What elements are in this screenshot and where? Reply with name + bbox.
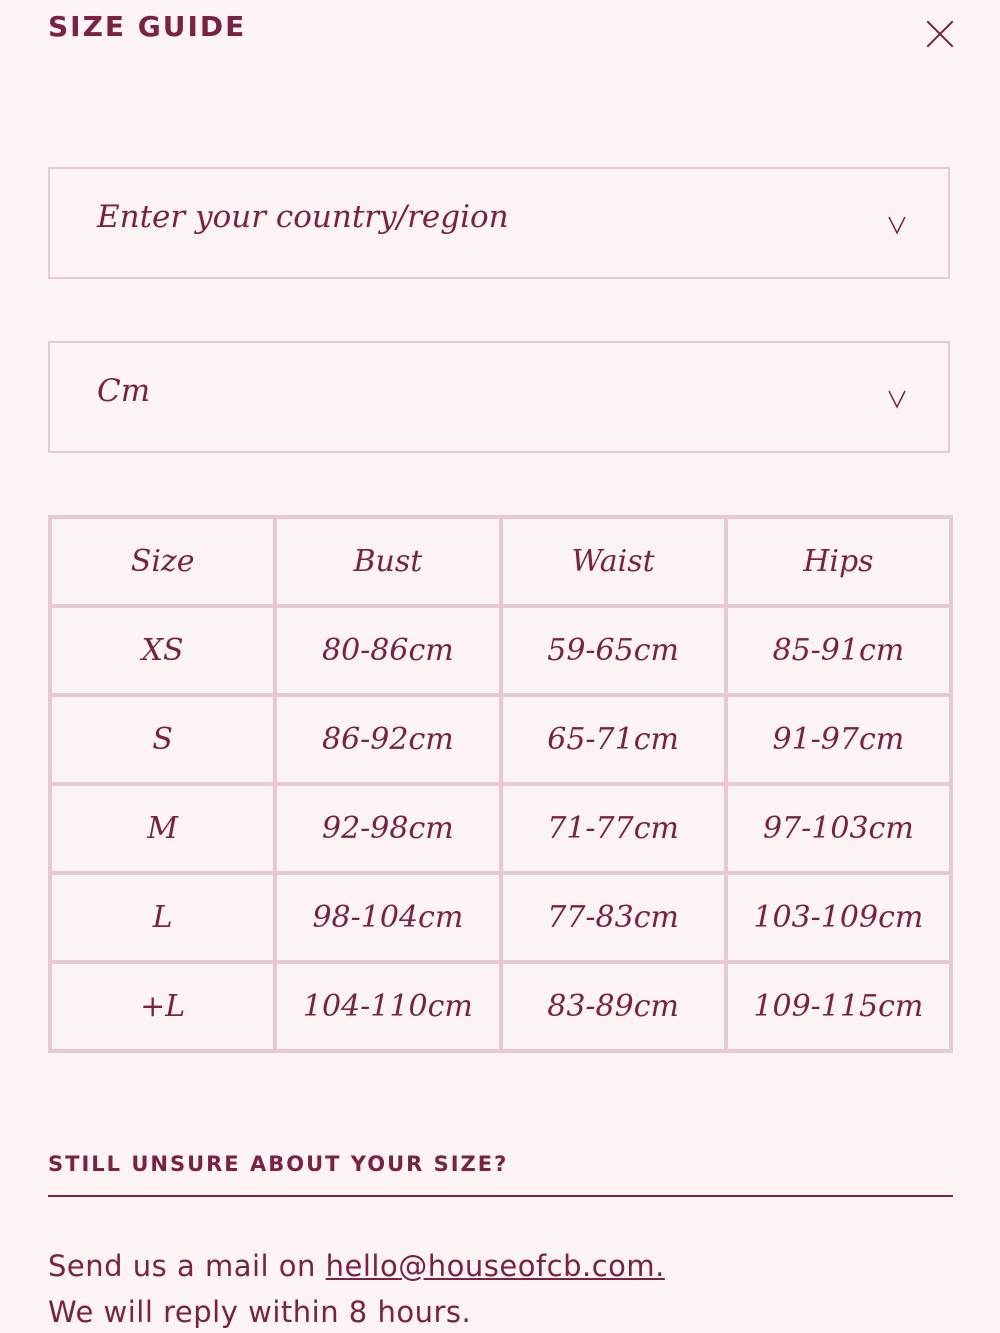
waist-cell: 59-65cm	[501, 606, 726, 695]
header-bust: Bust	[275, 517, 500, 606]
table-row	[50, 873, 951, 962]
bust-cell: 80-86cm	[275, 606, 500, 695]
page-title: SIZE GUIDE	[48, 10, 247, 43]
help-text-line-1	[48, 1249, 665, 1283]
table-header-row	[50, 517, 951, 606]
unit-select-value: Cm	[97, 373, 151, 409]
size-cell: XS	[50, 606, 275, 695]
size-cell: L	[50, 873, 275, 962]
country-region-select[interactable]	[48, 167, 950, 279]
hips-cell: 103-109cm	[726, 873, 951, 962]
header-waist: Waist	[501, 517, 726, 606]
hips-cell: 91-97cm	[726, 695, 951, 784]
waist-cell: 71-77cm	[501, 784, 726, 873]
close-icon[interactable]	[922, 16, 958, 52]
size-cell: +L	[50, 962, 275, 1051]
bust-cell: 98-104cm	[275, 873, 500, 962]
help-text-line-2: We will reply within 8 hours.	[48, 1295, 472, 1329]
waist-cell: 65-71cm	[501, 695, 726, 784]
table-row	[50, 695, 951, 784]
table-row	[50, 784, 951, 873]
size-cell: S	[50, 695, 275, 784]
hips-cell: 85-91cm	[726, 606, 951, 695]
hips-cell: 109-115cm	[726, 962, 951, 1051]
unit-select[interactable]	[48, 341, 950, 453]
divider	[48, 1195, 953, 1197]
waist-cell: 83-89cm	[501, 962, 726, 1051]
size-chart-table	[48, 515, 953, 1053]
bust-cell: 104-110cm	[275, 962, 500, 1051]
help-text-prefix: Send us a mail on	[48, 1249, 326, 1283]
country-region-placeholder: Enter your country/region	[97, 199, 509, 235]
table-row	[50, 606, 951, 695]
help-heading: STILL UNSURE ABOUT YOUR SIZE?	[48, 1152, 509, 1176]
waist-cell: 77-83cm	[501, 873, 726, 962]
hips-cell: 97-103cm	[726, 784, 951, 873]
email-link[interactable]: hello@houseofcb.com.	[325, 1249, 665, 1283]
header-hips: Hips	[726, 517, 951, 606]
chevron-down-icon	[888, 389, 906, 409]
bust-cell: 92-98cm	[275, 784, 500, 873]
bust-cell: 86-92cm	[275, 695, 500, 784]
header-size: Size	[50, 517, 275, 606]
table-row	[50, 962, 951, 1051]
size-cell: M	[50, 784, 275, 873]
chevron-down-icon	[888, 215, 906, 235]
